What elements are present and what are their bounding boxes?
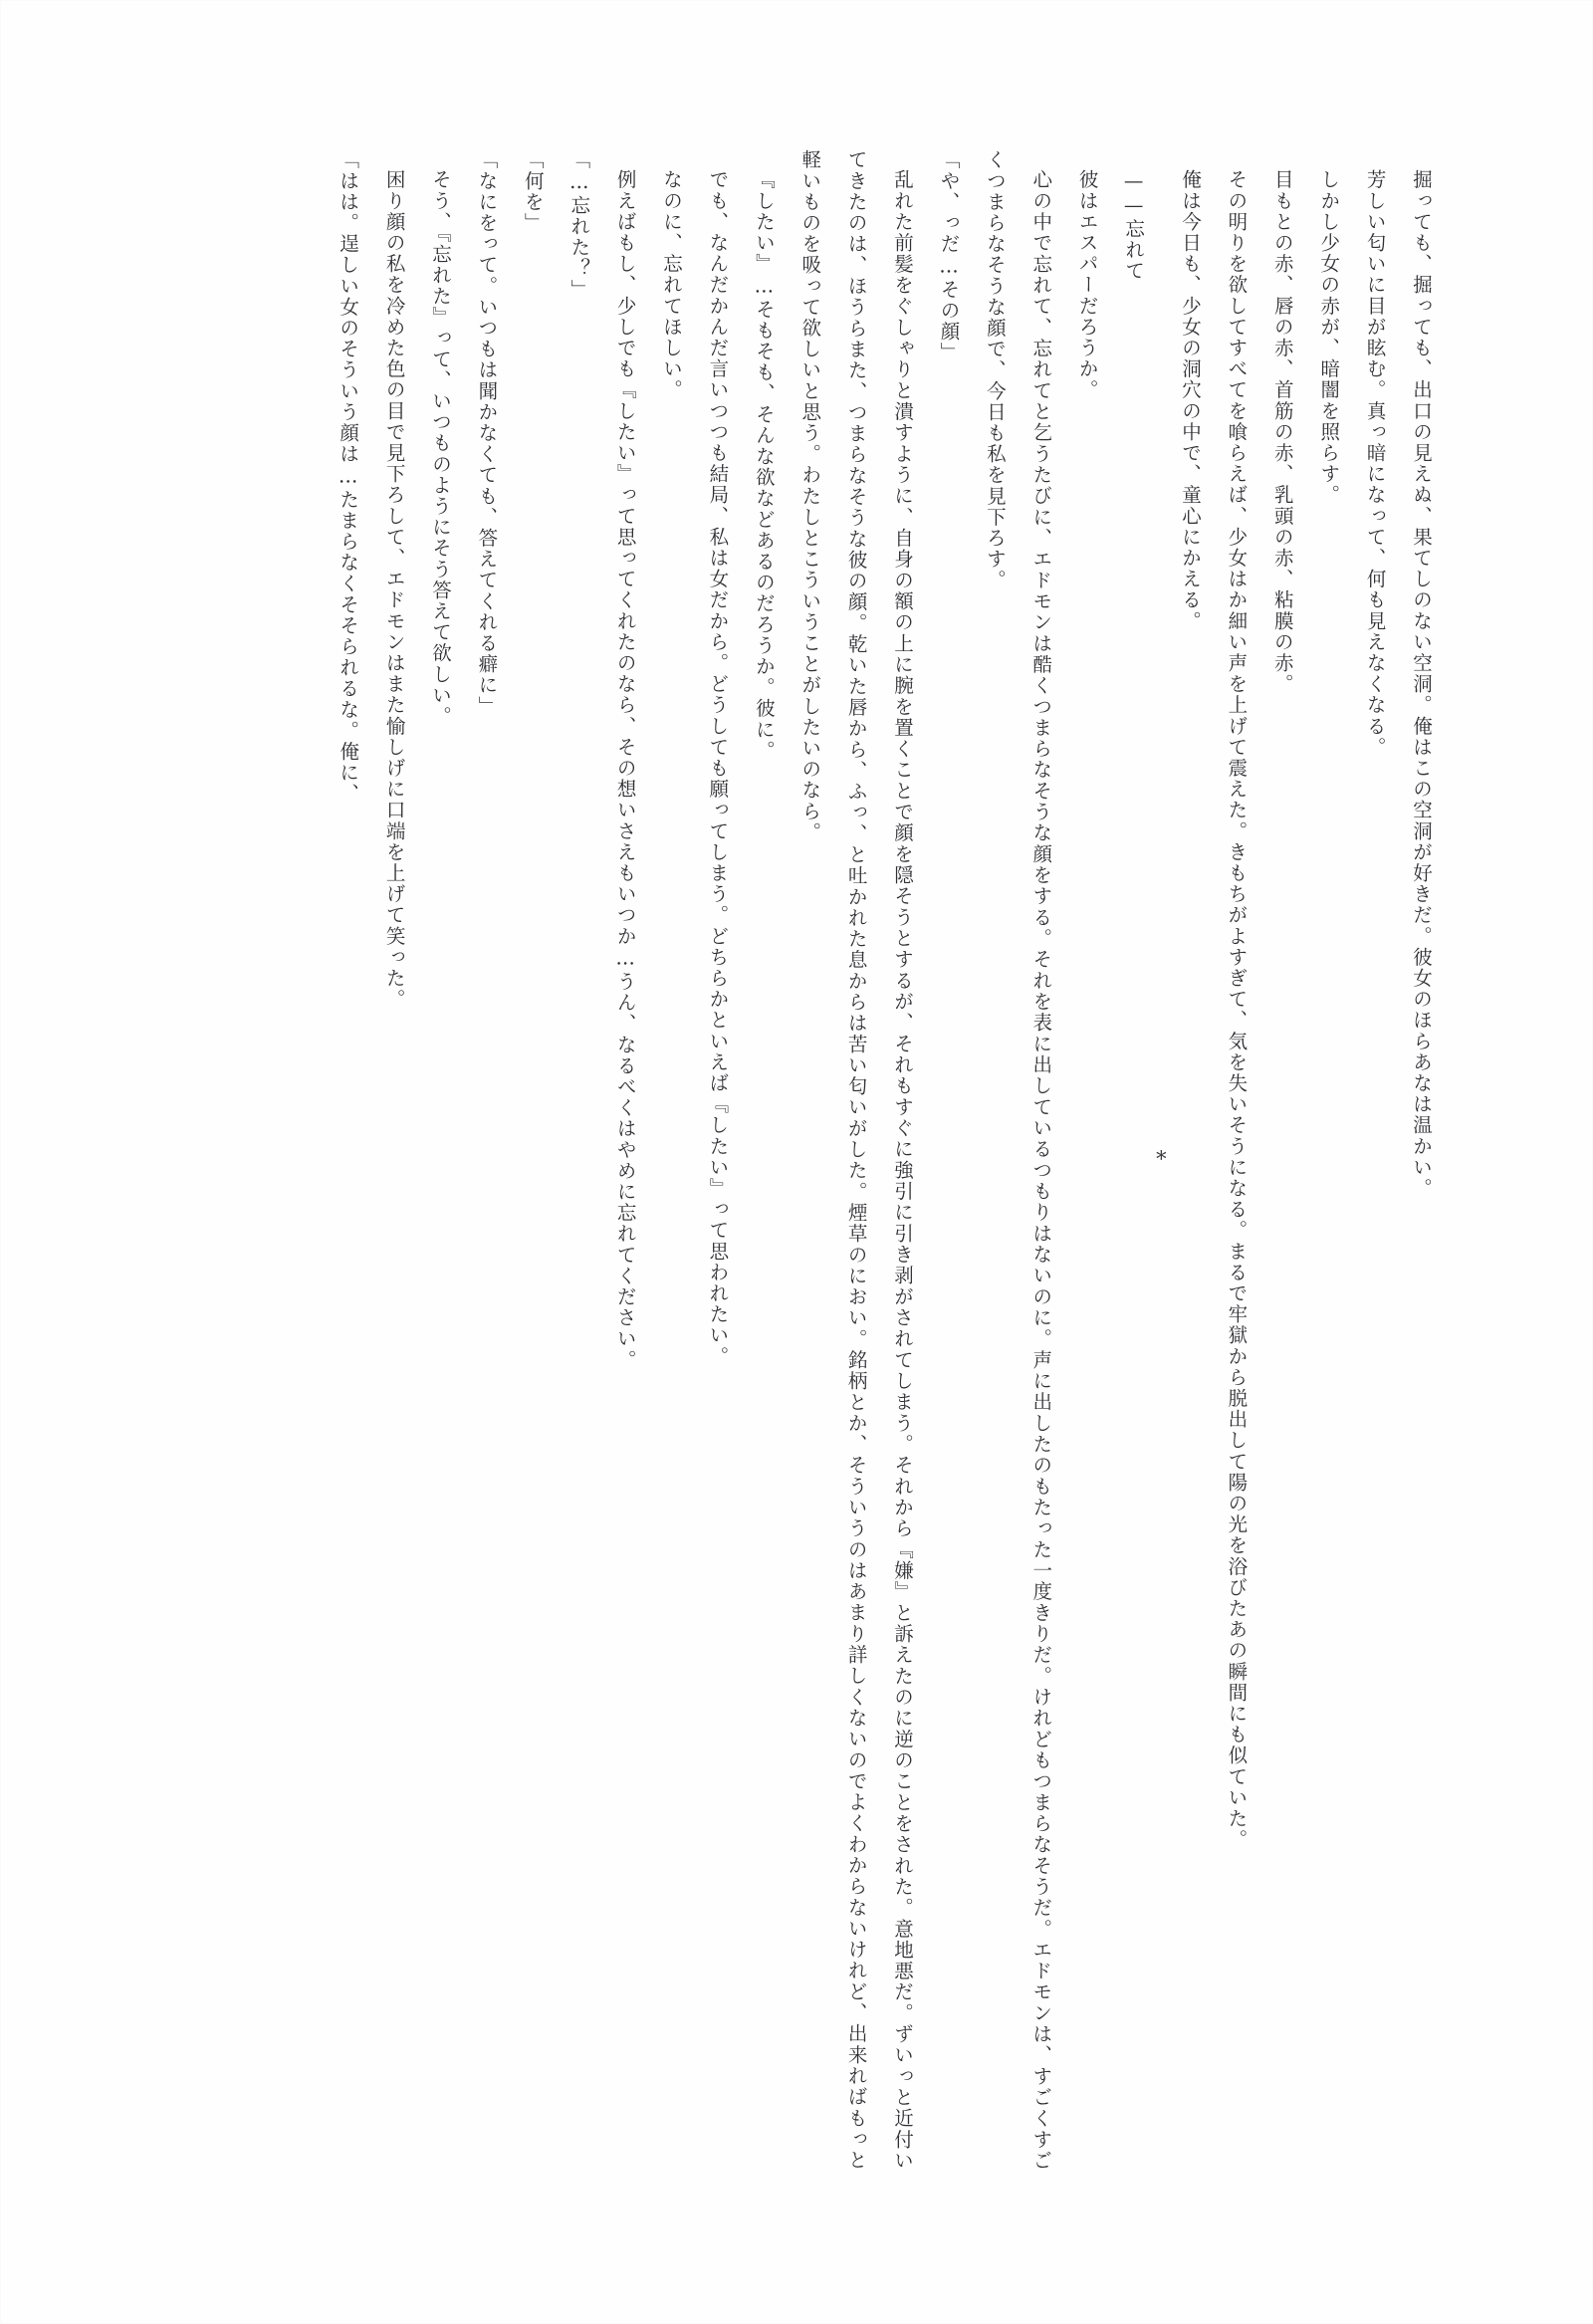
paragraph: 乱れた前髪をぐしゃりと潰すように、自身の額の上に腕を置くことで顔を隠そうとするが、それもすぐに強引に引き剥がされてしまう。それから『嫌』と訴えたのに逆のことをされた。意地悪だ。ずいっと近付いてきたのは、ほうらまた、つまらなそうな彼の顔。乾いた唇から、ふっ、と吐かれた息からは苦い匂いがした。煙草のにおい。銘柄とか、そういうのはあまり詳しくないのでよくわからないけれど、出来ればもっと軽いものを吸って欲しいと思う。わたしとこういうことがしたいのなら。 — [798, 149, 915, 2171]
paragraph: 例えばもし、少しでも『したい』って思ってくれたのなら、その想いさえもいつか…うん、なるべくはやめに忘れてください。 — [613, 168, 637, 1370]
paragraph: なのに、忘れてほしい。 — [660, 168, 683, 400]
dialogue-line: 「…忘れた？」 — [568, 149, 591, 301]
paragraph: 彼はエスパーだろうか。 — [1075, 168, 1099, 400]
dialogue-line: 「はは。逞しい女のそういう顔は…たまらなくそそられるな。俺に、 — [337, 149, 360, 805]
dialogue-line: 「や、っだ…その顔」 — [937, 149, 961, 363]
paragraph: 困り顔の私を冷めた色の目で見下ろして、エドモンはまた愉しげに口端を上げて笑った。 — [382, 168, 406, 1010]
paragraph: その明りを欲してすべてを喰らえば、少女はか細い声を上げて震えた。きもちがよすぎて、気を失いそうになる。まるで牢獄から脱出して陽の光を浴びたあの瞬間にも似ていた。 — [1225, 168, 1249, 1850]
dialogue-line: 「なにをって。いつもは聞かなくても、答えてくれる癖に」 — [475, 149, 499, 717]
paragraph: 目もとの赤、唇の赤、首筋の赤、乳頭の赤、粘膜の赤。 — [1270, 168, 1294, 694]
paragraph: そう、『忘れた』って、いつものようにそう答えて欲しい。 — [428, 168, 452, 727]
paragraph: ——忘れて — [1122, 168, 1146, 281]
paragraph: しかし少女の赤が、暗闇を照らす。 — [1317, 168, 1341, 506]
paragraph: 芳しい匂いに目が眩む。真っ暗になって、何も見えなくなる。 — [1363, 168, 1387, 758]
dialogue-line: 「何を」 — [521, 149, 545, 234]
vertical-text-body — [179, 149, 1444, 2171]
paragraph: 俺は今日も、少女の洞穴の中で、童心にかえる。 — [1178, 168, 1202, 631]
separator-glyph: * — [1156, 1147, 1167, 1172]
paragraph: 『したい』…そもそも、そんな欲などあるのだろうか。彼に。 — [752, 168, 776, 761]
section-separator — [1156, 149, 1167, 2171]
paragraph: 掘っても、掘っても、出口の見えぬ、果てしのない空洞。俺はこの空洞が好きだ。彼女のほらあなは温かい。 — [1410, 168, 1433, 1199]
paragraph: でも、なんだかんだ言いつつも結局、私は女だから。どうしても願ってしまう。どちらかといえば『したい』って思われたい。 — [706, 168, 730, 1367]
paragraph: 心の中で忘れて、忘れてと乞うたびに、エドモンは酷くつまらなそうな顔をする。それを表に出しているつもりはないのに。声に出したのもたった一度きりだ。けれどもつまらなそうだ。エドモンは、すごくすごくつまらなそうな顔で、今日も私を見下ろす。 — [983, 149, 1053, 2171]
